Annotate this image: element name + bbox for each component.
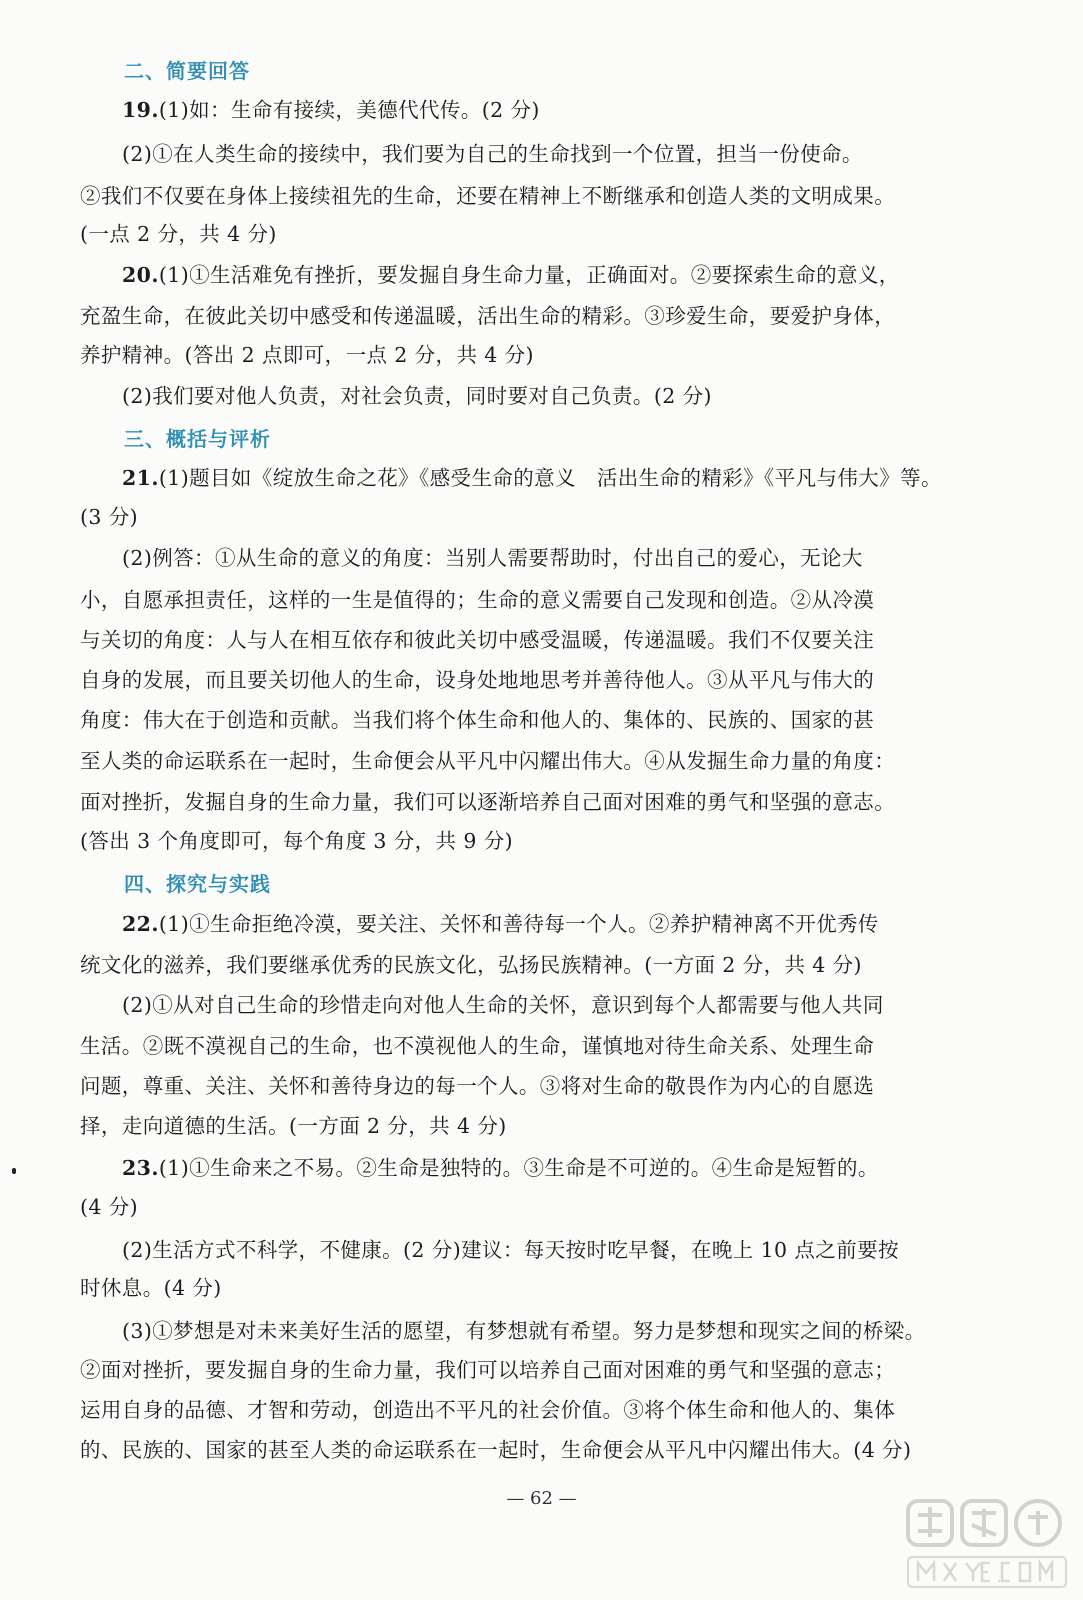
answer-line: 面对挫折，发掘自身的生命力量，我们可以逐渐培养自己面对困难的勇气和坚强的意志。: [80, 790, 896, 814]
answer-line: (2)生活方式不科学，不健康。(2 分)建议：每天按时吃早餐，在晚上 10 点之前要按: [122, 1238, 899, 1262]
answer-line: 的、民族的、国家的甚至人类的命运联系在一起时，生命便会从平凡中闪耀出伟大。(4 分): [80, 1438, 912, 1462]
answer-line: [122, 912, 879, 936]
answer-line: 养护精神。(答出 2 点即可，一点 2 分，共 4 分): [80, 343, 534, 367]
answer-line: 问题，尊重、关注、关怀和善待身边的每一个人。③将对生命的敬畏作为内心的自愿选: [80, 1074, 875, 1098]
page-number: — 62 —: [506, 1488, 577, 1509]
watermark-logo: [900, 1495, 1070, 1595]
answer-line: ②我们不仅要在身体上接续祖先的生命，还要在精神上不断继承和创造人类的文明成果。: [80, 184, 896, 208]
answer-line: 角度：伟大在于创造和贡献。当我们将个体生命和他人的、集体的、民族的、国家的甚: [80, 708, 875, 732]
answer-line: 运用自身的品德、才智和劳动，创造出不平凡的社会价值。③将个体生命和他人的、集体: [80, 1398, 896, 1422]
answer-text: (1)如：生命有接续，美德代代传。(2 分): [158, 98, 540, 122]
answer-text: (1)①生命拒绝冷漠，要关注、关怀和善待每一个人。②养护精神离不开优秀传: [158, 912, 879, 936]
answer-line: 自身的发展，而且要关切他人的生命，设身处地地思考并善待他人。③从平凡与伟大的: [80, 668, 875, 692]
answer-line: (2)①从对自己生命的珍惜走向对他人生命的关怀，意识到每个人都需要与他人共同: [122, 993, 884, 1017]
answer-line: (3)①梦想是对未来美好生活的愿望，有梦想就有希望。努力是梦想和现实之间的桥梁。: [122, 1319, 926, 1343]
question-number: 21.: [122, 466, 159, 490]
answer-line: [122, 263, 900, 287]
question-number: 23.: [122, 1156, 159, 1180]
answer-line: (2)我们要对他人负责，对社会负责，同时要对自己负责。(2 分): [122, 384, 712, 408]
answer-line: 生活。②既不漠视自己的生命，也不漠视他人的生命，谨慎地对待生命关系、处理生命: [80, 1034, 875, 1058]
answer-line: 小，自愿承担责任，这样的一生是值得的；生命的意义需要自己发现和创造。②从冷漠: [80, 588, 875, 612]
answer-text: (1)题目如《绽放生命之花》《感受生命的意义 活出生命的精彩》《平凡与伟大》等。: [158, 466, 942, 490]
answer-line: 至人类的命运联系在一起时，生命便会从平凡中闪耀出伟大。④从发掘生命力量的角度：: [80, 749, 896, 773]
answer-line: ②面对挫折，要发掘自身的生命力量，我们可以培养自己面对困难的勇气和坚强的意志；: [80, 1358, 896, 1382]
answer-line: (2)①在人类生命的接续中，我们要为自己的生命找到一个位置，担当一份使命。: [122, 142, 863, 166]
answer-line: (4 分): [80, 1195, 139, 1219]
answer-text: (1)①生活难免有挫折，要发掘自身生命力量，正确面对。②要探索生命的意义，: [158, 263, 900, 287]
answer-line: (一点 2 分，共 4 分): [80, 222, 277, 246]
section-heading-inquiry-practice: 四、探究与实践: [124, 872, 271, 896]
answer-line: 充盈生命，在彼此关切中感受和传递温暖，活出生命的精彩。③珍爱生命，要爱护身体，: [80, 304, 896, 328]
answer-line: 时休息。(4 分): [80, 1276, 222, 1300]
answer-line: [122, 466, 942, 490]
answer-line: [122, 1156, 879, 1180]
scan-mark: [12, 1168, 16, 1174]
answer-line: (2)例答：①从生命的意义的角度：当别人需要帮助时，付出自己的爱心，无论大: [122, 546, 863, 570]
question-number: 19.: [122, 98, 159, 122]
section-heading-summary-evaluation: 三、概括与评析: [124, 427, 271, 451]
answer-line: 与关切的角度：人与人在相互依存和彼此关切中感受温暖，传递温暖。我们不仅要关注: [80, 628, 875, 652]
answer-text: (1)①生命来之不易。②生命是独特的。③生命是不可逆的。④生命是短暂的。: [158, 1156, 879, 1180]
section-heading-brief-answer: 二、简要回答: [124, 59, 250, 83]
answer-line: (答出 3 个角度即可，每个角度 3 分，共 9 分): [80, 829, 514, 853]
question-number: 22.: [122, 912, 159, 936]
answer-line: 统文化的滋养，我们要继承优秀的民族文化，弘扬民族精神。(一方面 2 分，共 4 分): [80, 953, 862, 977]
question-number: 20.: [122, 263, 159, 287]
answer-line: (3 分): [80, 505, 139, 529]
answer-line: 择，走向道德的生活。(一方面 2 分，共 4 分): [80, 1114, 507, 1138]
answer-line: [122, 98, 540, 122]
